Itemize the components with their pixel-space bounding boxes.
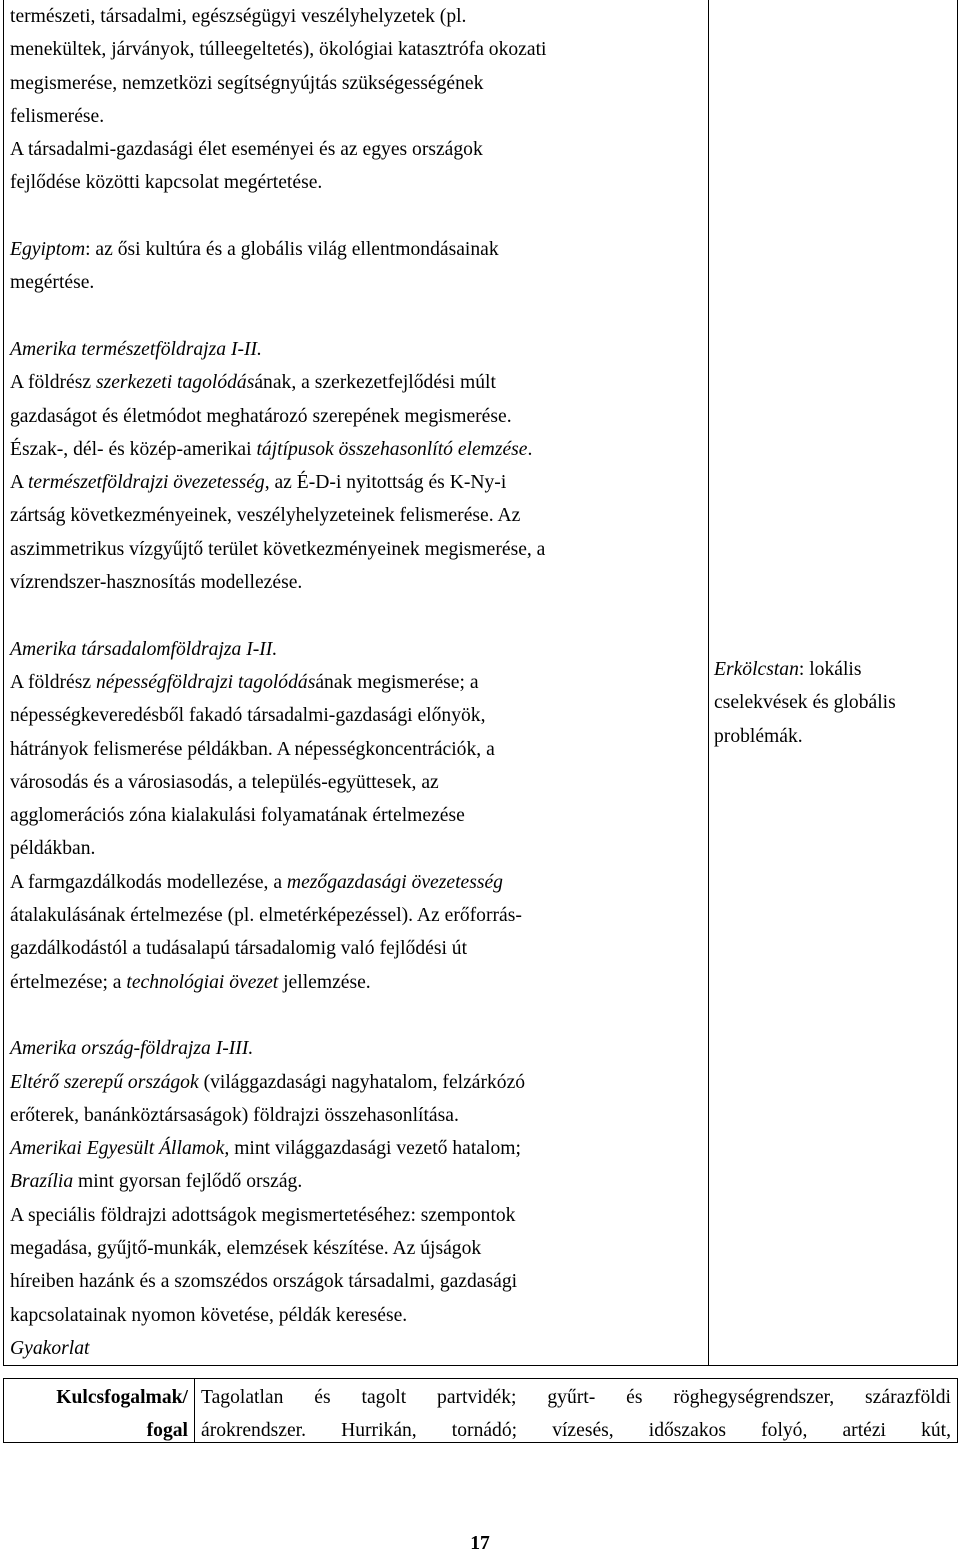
text-line: kapcsolatainak nyomon követése, példák keresése. — [10, 1304, 408, 1326]
text-line: fejlődése közötti kapcsolat megértetése. — [10, 172, 323, 194]
text-line: Eltérő szerepű országok (világgazdasági nagyhatalom, felzárkózó — [10, 1071, 526, 1093]
text-line: menekültek, járványok, túlleegeltetés), ökológiai katasztrófa okozati — [10, 39, 547, 61]
text-line: A farmgazdálkodás modellezése, a mezőgazdasági övezetesség — [10, 871, 503, 893]
text-line: városodás és a városiasodás, a település-együttesek, az — [10, 771, 439, 793]
text-line: A földrész népességföldrajzi tagolódásának megismerése; a — [10, 671, 479, 693]
text-line: gazdálkodástól a tudásalapú társadalomig való fejlődési út — [10, 938, 468, 960]
egypt-text: : az ősi kultúra és a globális világ ellentmondásainak — [85, 239, 499, 261]
key-concepts-line: Tagolatlan és tagolt partvidék; gyűrt- és röghegységrendszer, szárazföldi — [201, 1387, 951, 1408]
text-line: értelmezése; a technológiai övezet jellemzése. — [10, 971, 371, 993]
key-concepts-divider — [194, 1379, 195, 1442]
egypt-line — [10, 233, 704, 266]
key-concepts-table — [3, 1378, 958, 1443]
key-concepts-label-line: fogal — [146, 1420, 188, 1441]
text-line: A társadalmi-gazdasági élet eseményei és az egyes országok — [10, 139, 483, 161]
gyakorlat-label: Gyakorlat — [10, 1337, 90, 1359]
text-line: Észak-, dél- és közép-amerikai tájtípusok összehasonlító elemzése. — [10, 438, 533, 460]
text-line: felismerése. — [10, 105, 105, 127]
left-column — [10, 0, 704, 1365]
cross-reference-text: : lokális cselekvések és globális problémák. — [714, 659, 896, 747]
section-title-amerika-tarsadalom: Amerika társadalomföldrajza I-II. — [10, 638, 278, 660]
text-line: A földrész szerkezeti tagolódásának, a szerkezetfejlődési múlt — [10, 372, 496, 394]
text-line: megismerése, nemzetközi segítségnyújtás szükségességének — [10, 72, 484, 94]
text-line: agglomerációs zóna kialakulási folyamatának értelmezése — [10, 805, 465, 827]
text-line: Amerikai Egyesült Államok, mint világgazdasági vezető hatalom; — [10, 1138, 521, 1160]
text-line: átalakulásának értelmezése (pl. elmetérképezéssel). Az erőforrás- — [10, 905, 522, 927]
text-line: aszimmetrikus vízgyűjtő terület következményeinek megismerése, a — [10, 538, 546, 560]
column-divider — [708, 0, 709, 1366]
text-line: A természetföldrajzi övezetesség, az É-D-i nyitottság és K-Ny-i — [10, 472, 507, 494]
key-concepts-line: árokrendszer. Hurrikán, tornádó; vízesés, időszakos folyó, artézi kút, — [201, 1420, 951, 1441]
text-line: népességkeveredésből fakadó társadalmi-gazdasági előnyök, — [10, 705, 486, 727]
section-title-amerika-termeszet: Amerika természetföldrajza I-II. — [10, 338, 262, 360]
text-line: gazdaságot és életmódot meghatározó szerepének megismerése. — [10, 405, 512, 427]
text-line: zártság következményeinek, veszélyhelyzeteinek felismerése. Az — [10, 505, 521, 527]
key-concepts-text — [201, 1381, 951, 1447]
right-column-note — [714, 653, 958, 753]
text-line: híreiben hazánk és a szomszédos országok társadalmi, gazdasági — [10, 1271, 518, 1293]
text-line: megadása, gyűjtő-munkák, elemzések készítése. Az újságok — [10, 1237, 482, 1259]
egypt-italic: Egyiptom — [10, 239, 86, 261]
text-line: példákban. — [10, 838, 96, 860]
page-number: 17 — [470, 1533, 490, 1554]
text-line: vízrendszer-hasznosítás modellezése. — [10, 572, 303, 594]
erkolcstan-italic: Erkölcstan — [714, 659, 799, 680]
cross-reference — [714, 653, 958, 753]
text-line: természeti, társadalmi, egészségügyi veszélyhelyzetek (pl. — [10, 6, 467, 27]
text-line: A speciális földrajzi adottságok megismertetéséhez: szempontok — [10, 1204, 516, 1226]
text-line: hátrányok felismerése példákban. A népességkoncentrációk, a — [10, 738, 495, 760]
section-title-amerika-orszag: Amerika ország-földrajza I-III. — [10, 1038, 254, 1060]
key-concepts-label-line: Kulcsfogalmak/ — [56, 1387, 188, 1408]
text-line: Brazília mint gyorsan fejlődő ország. — [10, 1171, 303, 1193]
text-line: megértése. — [10, 272, 95, 294]
text-line: erőterek, banánköztársaságok) földrajzi összehasonlítása. — [10, 1104, 459, 1126]
key-concepts-label — [12, 1381, 188, 1447]
